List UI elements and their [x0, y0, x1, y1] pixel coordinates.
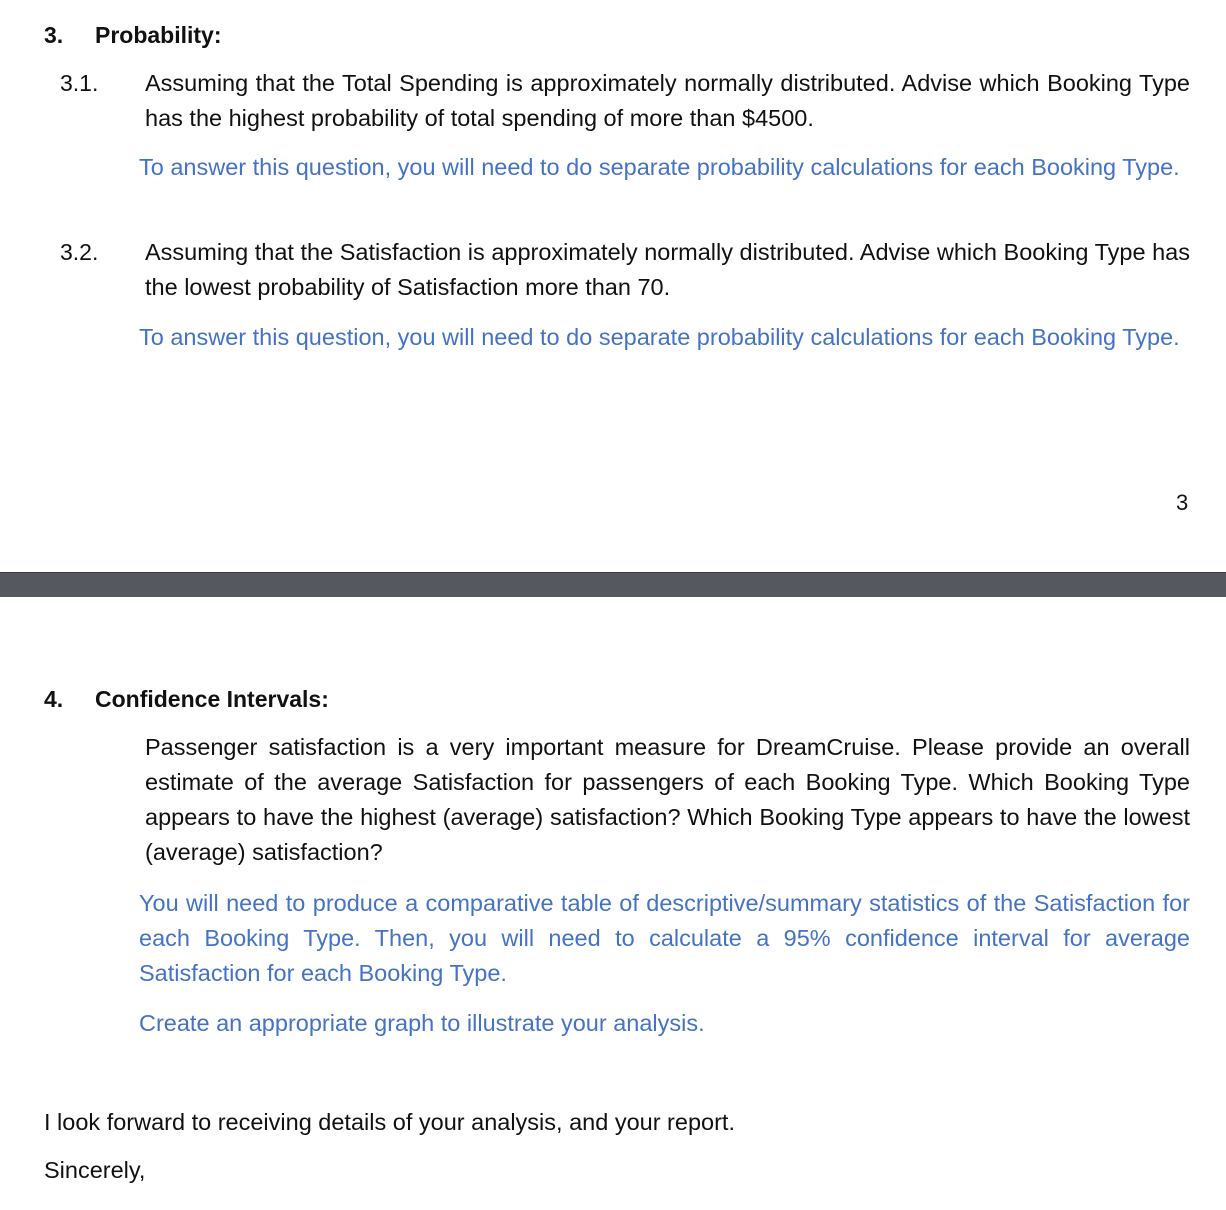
question-3-2-instruction: To answer this question, you will need to do separate probability calculations for each Booking Type.: [139, 324, 1180, 350]
section-4-text: Passenger satisfaction is a very important measure for DreamCruise. Please provide an overall estimate of the average Satisfaction for passengers of each Booking Type. Which Booking Type appears to have the highest (average) satisfaction? Which Booking Type appears to have the lowest (average) satisfaction?: [145, 734, 1190, 865]
section-4-number: 4.: [44, 686, 64, 712]
page-separator: [0, 572, 1226, 598]
question-3-1-number: 3.1.: [60, 70, 99, 96]
section-4-instruction-table: You will need to produce a comparative table of descriptive/summary statistics of the Satisfaction for each Booking Type. Then, you will need to calculate a 95% confidence interval for average Satisfaction for each Booking Type.: [139, 890, 1190, 986]
document-page-3: [0, 0, 1226, 572]
section-4-instruction-graph: Create an appropriate graph to illustrate your analysis.: [139, 1010, 705, 1036]
section-3-number: 3.: [44, 22, 64, 48]
closing-line: I look forward to receiving details of your analysis, and your report.: [44, 1109, 735, 1135]
question-3-1-instruction: To answer this question, you will need to do separate probability calculations for each Booking Type.: [139, 154, 1180, 180]
section-3-title: Probability:: [95, 22, 222, 48]
question-3-2-text: Assuming that the Satisfaction is approximately normally distributed. Advise which Booking Type has the lowest probability of Satisfaction more than 70.: [145, 239, 1190, 300]
document-page-4: [0, 597, 1226, 1210]
page-number: 3: [1176, 490, 1189, 515]
question-3-1-text: Assuming that the Total Spending is approximately normally distributed. Advise which Booking Type has the highest probability of total spending of more than $4500.: [145, 70, 1190, 131]
question-3-2-number: 3.2.: [60, 239, 99, 265]
section-4-title: Confidence Intervals:: [95, 686, 329, 712]
sign-off: Sincerely,: [44, 1157, 146, 1183]
